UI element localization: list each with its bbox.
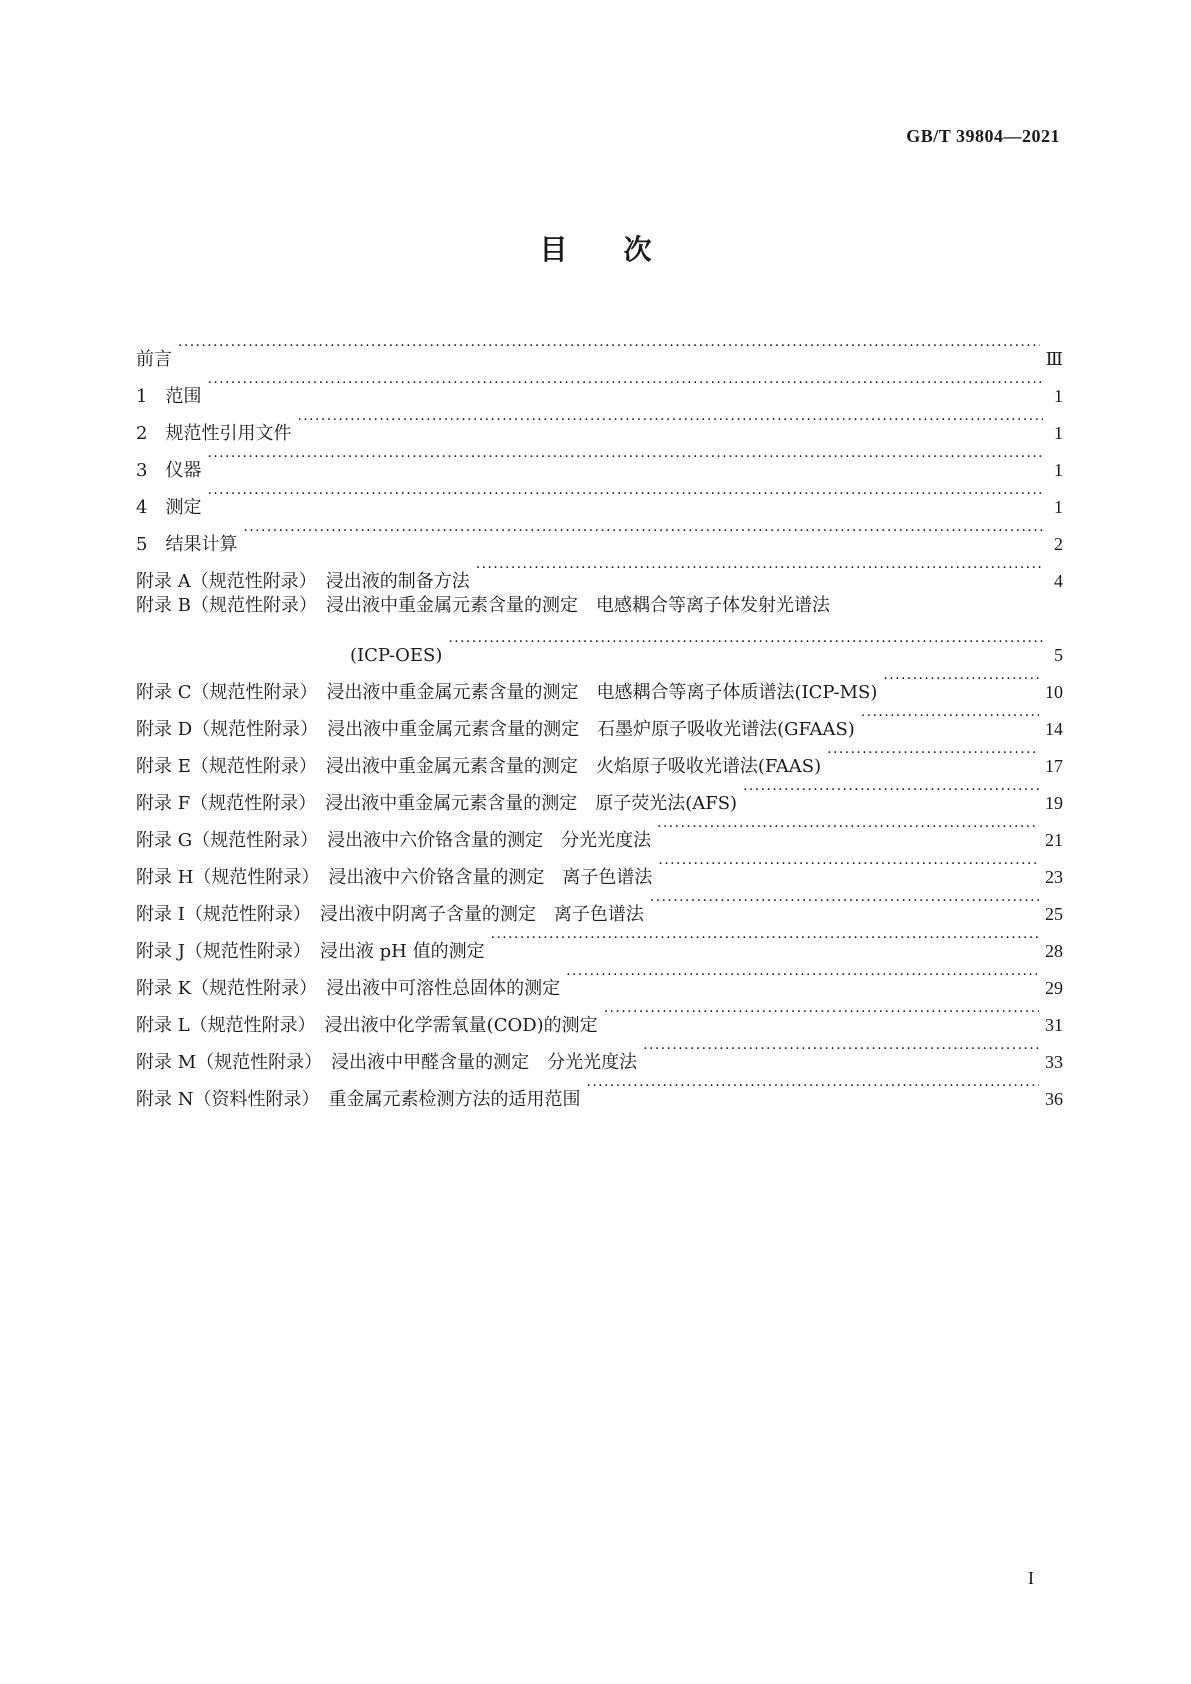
- toc-entry-page: 10: [1045, 682, 1063, 702]
- toc-leader-dots: [207, 365, 1043, 402]
- toc-entry[interactable]: [136, 624, 1063, 666]
- toc-leader-dots: [566, 957, 1039, 994]
- toc-entry-title: 附录 K（规范性附录） 浸出液中可溶性总固体的测定: [136, 978, 561, 999]
- toc-entry[interactable]: [136, 439, 1063, 481]
- toc-entry[interactable]: [136, 587, 1063, 624]
- toc-entry-title: 前言: [136, 349, 172, 370]
- toc-leader-dots: [476, 550, 1043, 587]
- page-title-part1: 目: [539, 233, 568, 266]
- toc-entry-page: 28: [1045, 941, 1063, 961]
- toc-leader-dots: [297, 402, 1043, 439]
- toc-entry-title: 附录 C（规范性附录） 浸出液中重金属元素含量的测定 电感耦合等离子体质谱法(ICP-MS): [136, 682, 878, 703]
- toc-entry-title: 3 仪器: [136, 460, 202, 481]
- toc-entry-page: 23: [1045, 867, 1063, 887]
- toc-entry[interactable]: [136, 550, 1063, 592]
- toc-leader-dots: [883, 661, 1039, 698]
- toc-entry-title: 附录 D（规范性附录） 浸出液中重金属元素含量的测定 石墨炉原子吸收光谱法(GFAAS): [136, 719, 855, 740]
- standard-number: GB/T 39804—2021: [906, 126, 1060, 146]
- toc-entry-title: 附录 N（资料性附录） 重金属元素检测方法的适用范围: [136, 1089, 581, 1110]
- toc-entry-title: 附录 J（规范性附录） 浸出液 pH 值的测定: [136, 941, 485, 962]
- toc-leader-dots: [207, 439, 1043, 476]
- toc-entry-title: 1 范围: [136, 386, 202, 407]
- toc-leader-dots: [207, 476, 1043, 513]
- toc-leader-dots: [861, 698, 1039, 735]
- toc-leader-dots: [448, 624, 1043, 661]
- toc-leader-dots: [658, 846, 1039, 883]
- toc-entry[interactable]: [136, 402, 1063, 444]
- toc-entry-title: 2 规范性引用文件: [136, 423, 292, 444]
- toc-entry-title: 附录 L（规范性附录） 浸出液中化学需氧量(COD)的测定: [136, 1015, 598, 1036]
- toc-leader-dots: [657, 809, 1039, 846]
- toc-entry[interactable]: [136, 476, 1063, 518]
- page-title: [0, 228, 1191, 268]
- toc-entry-title: 附录 A（规范性附录） 浸出液的制备方法: [136, 571, 470, 592]
- toc-entry-page: 25: [1045, 904, 1063, 924]
- toc-leader-dots: [643, 1031, 1039, 1068]
- toc-entry-title: 附录 M（规范性附录） 浸出液中甲醛含量的测定 分光光度法: [136, 1052, 638, 1073]
- toc-entry-title: 附录 I（规范性附录） 浸出液中阴离子含量的测定 离子色谱法: [136, 904, 644, 925]
- toc-entry-page: 4: [1054, 571, 1063, 591]
- toc-entry-page: 1: [1054, 423, 1063, 443]
- page-title-part2: 次: [623, 233, 652, 266]
- table-of-contents: [136, 328, 1063, 1110]
- toc-entry-page: 29: [1045, 978, 1063, 998]
- toc-entry-page: 21: [1045, 830, 1063, 850]
- toc-entry-page: 1: [1054, 497, 1063, 517]
- toc-entry-page: 33: [1045, 1052, 1063, 1072]
- toc-entry-page: 1: [1054, 386, 1063, 406]
- toc-entry-page: 5: [1054, 645, 1063, 665]
- toc-leader-dots: [827, 735, 1039, 772]
- toc-entry-page: 19: [1045, 793, 1063, 813]
- toc-entry[interactable]: [136, 661, 1063, 703]
- toc-leader-dots: [650, 883, 1039, 920]
- toc-entry-title: 5 结果计算: [136, 534, 238, 555]
- toc-entry-title: 附录 G（规范性附录） 浸出液中六价铬含量的测定 分光光度法: [136, 830, 652, 851]
- toc-entry-page: 2: [1054, 534, 1063, 554]
- toc-entry-title: 附录 E（规范性附录） 浸出液中重金属元素含量的测定 火焰原子吸收光谱法(FAAS): [136, 756, 822, 777]
- toc-leader-dots: [743, 772, 1039, 809]
- toc-entry-page: 17: [1045, 756, 1063, 776]
- toc-entry-page: 31: [1045, 1015, 1063, 1035]
- toc-leader-dots: [586, 1068, 1039, 1105]
- toc-entry[interactable]: [136, 513, 1063, 555]
- toc-leader-dots: [491, 920, 1039, 957]
- toc-leader-dots: [604, 994, 1039, 1031]
- toc-entry-page: Ⅲ: [1045, 349, 1063, 369]
- toc-entry-page: 36: [1045, 1089, 1063, 1109]
- toc-entry-title: 附录 H（规范性附录） 浸出液中六价铬含量的测定 离子色谱法: [136, 867, 653, 888]
- toc-entry[interactable]: [136, 365, 1063, 407]
- toc-leader-dots: [178, 328, 1040, 365]
- toc-entry-title: 附录 F（规范性附录） 浸出液中重金属元素含量的测定 原子荧光法(AFS): [136, 793, 738, 814]
- toc-entry-title: (ICP-OES): [350, 645, 443, 666]
- toc-entry-title: 附录 B（规范性附录） 浸出液中重金属元素含量的测定 电感耦合等离子体发射光谱法: [136, 595, 830, 616]
- toc-entry-page: 14: [1045, 719, 1063, 739]
- page-number: I: [1028, 1568, 1034, 1588]
- toc-entry-page: 1: [1054, 460, 1063, 480]
- toc-entry-title: 4 测定: [136, 497, 202, 518]
- toc-leader-dots: [243, 513, 1043, 550]
- toc-entry[interactable]: [136, 328, 1063, 370]
